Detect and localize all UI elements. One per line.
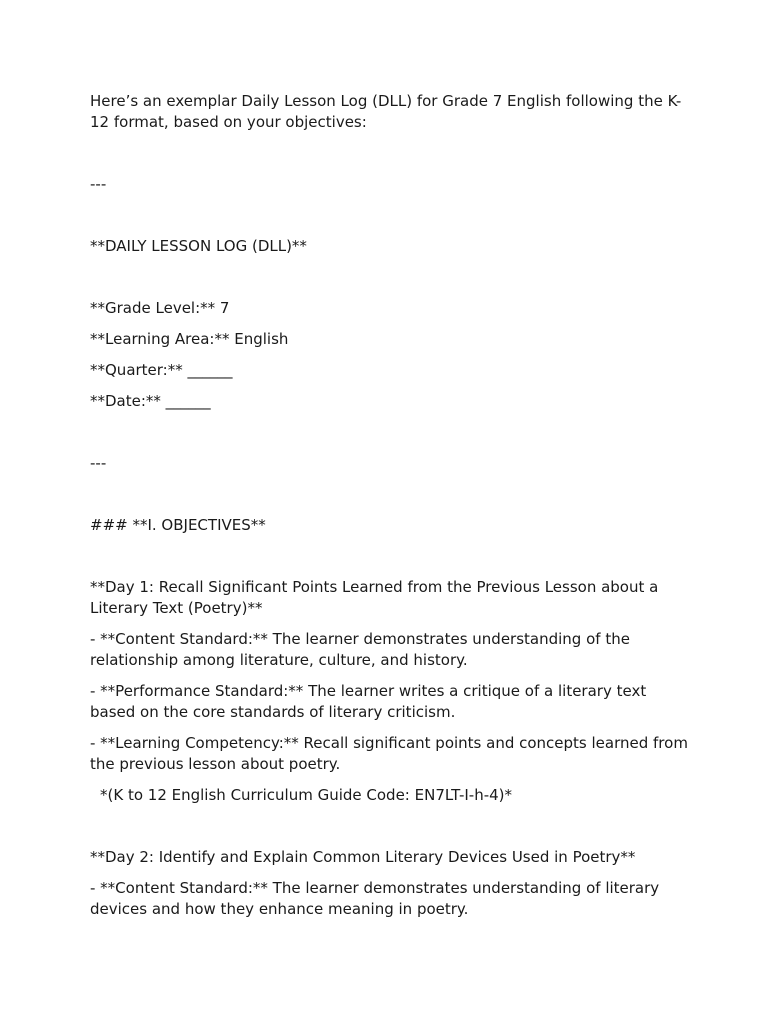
day2-content-standard: - **Content Standard:** The learner demonstrates understanding of literary devices and how they enhance meaning in poetry. [90, 879, 664, 918]
section-heading: ### **I. OBJECTIVES** [90, 516, 266, 534]
date: **Date:** ______ [90, 392, 211, 410]
grade-level: **Grade Level:** 7 [90, 299, 230, 317]
day1-performance-standard: - **Performance Standard:** The learner writes a critique of a literary text based on the core standards of literary criticism. [90, 682, 651, 721]
quarter: **Quarter:** ______ [90, 361, 233, 379]
learning-area: **Learning Area:** English [90, 330, 289, 348]
day1-content-standard: - **Content Standard:** The learner demonstrates understanding of the relationship among literature, culture, and history. [90, 630, 635, 669]
separator: --- [90, 454, 107, 472]
separator: --- [90, 175, 107, 193]
document-heading: **DAILY LESSON LOG (DLL)** [90, 237, 307, 255]
day1-title: **Day 1: Recall Significant Points Learned from the Previous Lesson about a Literary Text (Poetry)** [90, 578, 664, 617]
day1-learning-competency: - **Learning Competency:** Recall significant points and concepts learned from the previous lesson about poetry. [90, 734, 693, 773]
document-body [90, 91, 693, 920]
day1-curriculum-code: *(K to 12 English Curriculum Guide Code: EN7LT-I-h-4)* [100, 786, 513, 804]
intro-paragraph: Here’s an exemplar Daily Lesson Log (DLL) for Grade 7 English following the K-12 format, based on your objectives: [90, 92, 682, 131]
day2-title: **Day 2: Identify and Explain Common Literary Devices Used in Poetry** [90, 848, 636, 866]
